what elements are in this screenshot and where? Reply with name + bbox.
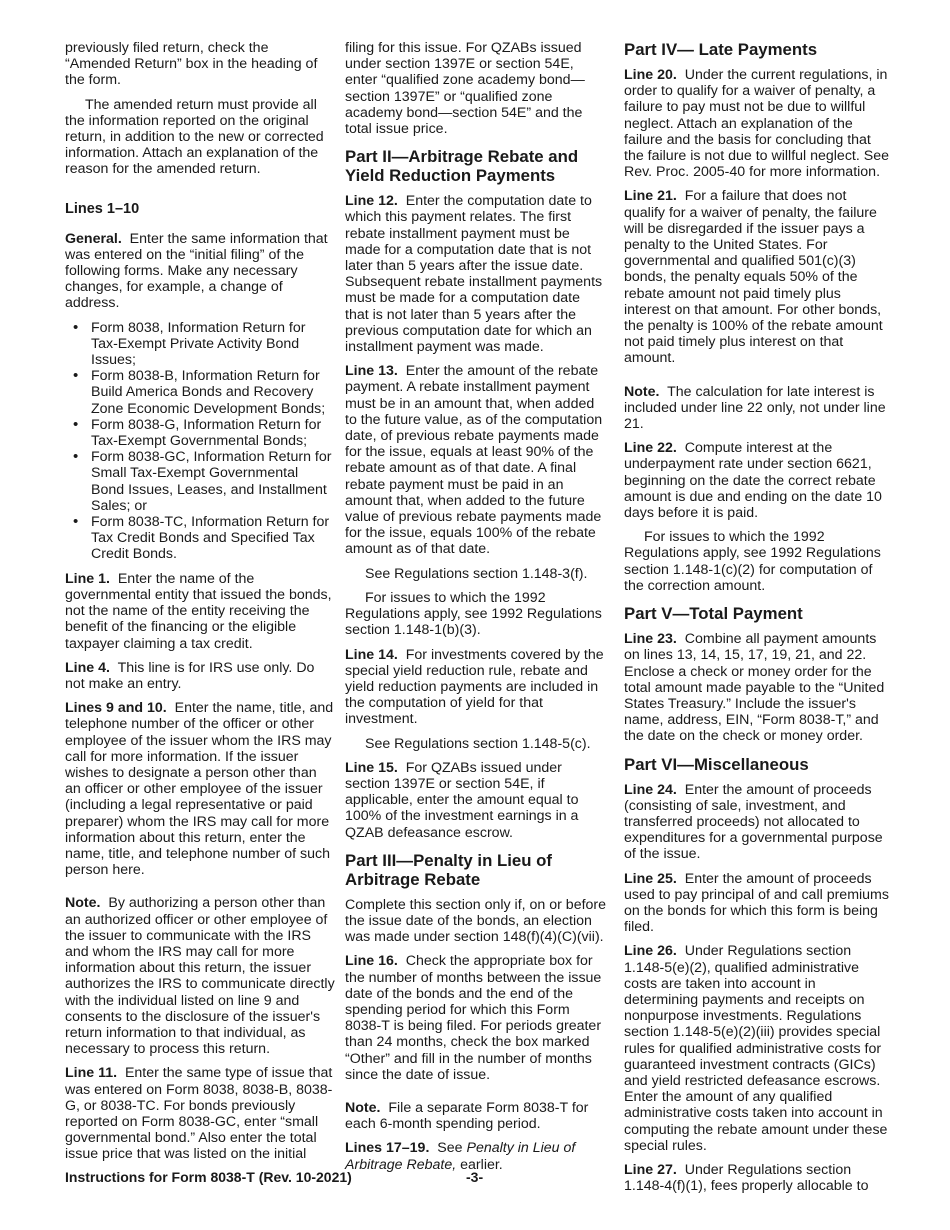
paragraph-line-13 <box>345 363 607 557</box>
paragraph-part-3-intro: Complete this section only if, on or before the issue date of the bonds, an election was made under section 148(f)(4)(C)(vii). <box>345 896 607 946</box>
paragraph-amended-check: previously filed return, check the “Amended Return” box in the heading of the form. <box>65 40 318 89</box>
paragraph-line-11 <box>65 1065 335 1162</box>
paragraph-see-regs-148-5c: See Regulations section 1.148-5(c). <box>365 735 591 752</box>
forms-bullet-list <box>65 320 335 563</box>
line-11-label: Line 11. <box>65 1065 118 1082</box>
line-13-label: Line 13. <box>345 363 398 380</box>
line-20-label: Line 20. <box>624 67 677 83</box>
line-1-text: Enter the name of the governmental entity that issued the bonds, not the name of the entity receiving the benefit of the financing or the eligible taxpayer claiming a tax credit. <box>65 570 332 652</box>
paragraph-line-25 <box>624 871 890 936</box>
list-item: • Form 8038, Information Return for Tax-Exempt Private Activity Bond Issues; <box>65 320 335 369</box>
line-21-text: For a failure that does not qualify for a waiver of penalty, the failure will be disregarded if the issuer pays a penalty to the United States. For governmental and qualified 501(c)(3) bonds, the penalty equals 50% of the rebate amount not paid timely plus interest on that amount. For other bonds, the penalty is 100% of the rebate amount not paid timely plus interest on that amount. <box>624 188 883 367</box>
paragraph-line-24 <box>624 782 890 863</box>
paragraph-general <box>65 231 335 312</box>
note-label: Note. <box>624 383 660 400</box>
paragraph-line-15 <box>345 760 607 841</box>
paragraph-lines-9-10 <box>65 700 335 878</box>
general-text: Enter the same information that was entered on the “initial filing” of the following forms. Make any necessary changes, for example, a change of address. <box>65 230 328 312</box>
paragraph-amended-return: The amended return must provide all the information reported on the original return, in addition to the new or corrected information. Attach an explanation of the reason for the amended return. <box>65 96 324 178</box>
line-13-text: Enter the amount of the rebate payment. A rebate installment payment must be in an amount that, when added to the future value, as of the computation date, of previous rebate payments made for the issue, equals at least 90% of the rebate amount as of that date. A final rebate payment must be paid in an amount that, when added to the future value of previous rebate payments made for the issue, equals 100% of the rebate amount as of that date. <box>345 363 603 558</box>
footer-page-number: -3- <box>466 1169 484 1185</box>
line-14-text: For investments covered by the special yield reduction rule, rebate and yield reduction payments are included in the computation of yield for that investment. <box>345 646 604 728</box>
column-right <box>624 40 890 1202</box>
paragraph-note-authorization <box>65 895 335 1057</box>
lines-9-10-text: Enter the name, title, and telephone number of the officer or other employee of the issuer whom the IRS may call for more information. If the issuer wishes to designate a person other than an officer or other employee of the issuer (including a legal representative or paid preparer) whom the IRS may call for more information about this return, enter the name, title, and telephone number of such person here. <box>65 700 334 879</box>
paragraph-line-12 <box>345 193 607 355</box>
heading-part-6: Part VI—Miscellaneous <box>624 754 809 774</box>
column-middle <box>345 40 607 1181</box>
paragraph-1992-regs-a: For issues to which the 1992 Regulations apply, see 1992 Regulations section 1.148-1(b)(3). <box>345 589 602 639</box>
line-27-label: Line 27. <box>624 1161 677 1178</box>
note-text: The calculation for late interest is included under line 22 only, not under line 21. <box>624 383 886 433</box>
paragraph-line-23 <box>624 631 890 744</box>
paragraph-see-regs-148-3f: See Regulations section 1.148-3(f). <box>365 565 588 582</box>
paragraph-line-14 <box>345 647 607 728</box>
lines-17-19-reference: Penalty in Lieu of Arbitrage Rebate, <box>345 1140 576 1173</box>
line-4-text: This line is for IRS use only. Do not make an entry. <box>65 659 315 692</box>
line-24-label: Line 24. <box>624 781 677 798</box>
heading-part-4: Part IV— Late Payments <box>624 40 818 59</box>
paragraph-note-spending <box>345 1100 607 1132</box>
line-21-label: Line 21. <box>624 188 677 205</box>
heading-part-3: Part III—Penalty in Lieu of Arbitrage Rebate <box>345 850 553 889</box>
paragraph-line-1 <box>65 571 335 652</box>
paragraph-line-22 <box>624 440 890 521</box>
heading-part-2: Part II—Arbitrage Rebate and Yield Reduction Payments <box>345 147 579 186</box>
line-23-text: Combine all payment amounts on lines 13, 14, 15, 17, 19, 21, and 22. Enclose a check or money order for the total amount made payable to the “United States Treasury.” Include the issuer's name, address, EIN, “Form 8038-T,” and the date on the check or money order. <box>624 631 885 745</box>
note-label: Note. <box>65 895 101 912</box>
paragraph-note-late-interest <box>624 384 890 433</box>
paragraph-line-21 <box>624 188 890 366</box>
heading-part-5: Part V—Total Payment <box>624 604 803 624</box>
lines-9-10-label: Lines 9 and 10. <box>65 700 167 717</box>
list-item: • Form 8038-TC, Information Return for Tax Credit Bonds and Specified Tax Credit Bonds. <box>65 514 335 563</box>
line-4-label: Line 4. <box>65 659 110 676</box>
line-12-label: Line 12. <box>345 193 398 210</box>
line-25-text: Enter the amount of proceeds used to pay principal of and call premiums on the bonds for which this form is being filed. <box>624 870 889 936</box>
lines-17-19-pre: See <box>437 1140 463 1157</box>
list-item: • Form 8038-G, Information Return for Tax-Exempt Governmental Bonds; <box>65 417 335 449</box>
paragraph-line-20 <box>624 67 890 180</box>
line-14-label: Line 14. <box>345 646 398 663</box>
paragraph-lines-17-19 <box>345 1140 607 1172</box>
paragraph-line-11-cont: filing for this issue. For QZABs issued under section 1397E or section 54E, enter “qualified zone academy bond—section 1397E” or “qualified zone academy bond—section 54E” and the total issue price. <box>345 40 585 138</box>
line-1-label: Line 1. <box>65 570 110 587</box>
line-11-text: Enter the same type of issue that was entered on Form 8038, 8038-B, 8038-G, or 8038-TC. For bonds previously reported on Form 8038-GC, enter “small governmental bond.” Also enter the total issue price that was listed on the initial <box>65 1065 333 1163</box>
paragraph-line-4 <box>65 660 335 692</box>
line-27-text: Under Regulations section 1.148-4(f)(1), fees properly allocable to <box>624 1161 869 1195</box>
paragraph-line-26 <box>624 943 890 1154</box>
line-16-label: Line 16. <box>345 953 398 970</box>
paragraph-1992-regs-b: For issues to which the 1992 Regulations apply, see 1992 Regulations section 1.148-1(c)(2) for computation of the correction amount. <box>624 529 881 594</box>
heading-lines-1-10: Lines 1–10 <box>65 200 140 217</box>
line-26-text: Under Regulations section 1.148-5(e)(2), qualified administrative costs are taken into account in determining payments and receipts on nonpurpose investments. Regulations section 1.148-5(e)(2)(iii) provides special rules for qualified administrative costs for guaranteed investment contracts (GICs) and yield restricted defeasance escrows. Enter the amount of any qualified administrative costs taken into account in computing the rebate amount under these special rules. <box>624 943 888 1154</box>
line-12-text: Enter the computation date to which this payment relates. The first rebate installment payment must be made for a computation date that is not later than 5 years after the issue date. Subsequent rebate installment payments must be made for a computation date that is not later than 5 years after the previous computation date for which an installment payment was made. <box>345 193 603 356</box>
note-label: Note. <box>345 1099 381 1116</box>
line-20-text: Under the current regulations, in order to qualify for a waiver of penalty, a failure to pay must not be due to willful neglect. Attach an explanation of the failure and the basis for concluding that the failure is not due to willful neglect. See Rev. Proc. 2005-40 for more information. <box>624 67 889 181</box>
line-15-label: Line 15. <box>345 759 398 776</box>
lines-17-19-post: earlier. <box>460 1156 503 1173</box>
note-text: File a separate Form 8038-T for each 6-month spending period. <box>345 1099 589 1133</box>
list-item: • Form 8038-B, Information Return for Build America Bonds and Recovery Zone Economic Development Bonds; <box>65 368 335 417</box>
line-22-label: Line 22. <box>624 440 677 457</box>
lines-17-19-label: Lines 17–19. <box>345 1140 430 1157</box>
line-24-text: Enter the amount of proceeds (consisting of sale, investment, and transferred proceeds) not allocated to expenditures for a governmental purpose of the issue. <box>624 781 883 863</box>
line-26-label: Line 26. <box>624 943 677 960</box>
column-left <box>65 40 335 1171</box>
footer-form-title: Instructions for Form 8038-T (Rev. 10-2021) <box>65 1169 352 1185</box>
line-22-text: Compute interest at the underpayment rate under section 6621, beginning on the date the correct rebate amount is due and ending on the date 10 days before it is paid. <box>624 440 882 522</box>
note-text: By authorizing a person other than an authorized officer or other employee of the issuer to communicate with the IRS and whom the IRS may call for more information about this return, the issuer authorizes the IRS to communicate directly with the individual listed on line 9 and consents to the disclosure of the issuer's return information to that individual, as necessary to process this return. <box>65 895 335 1058</box>
line-23-label: Line 23. <box>624 631 677 648</box>
paragraph-line-27 <box>624 1162 890 1194</box>
line-15-text: For QZABs issued under section 1397E or section 54E, if applicable, enter the amount equal to 100% of the investment earnings in a QZAB defeasance escrow. <box>345 759 579 841</box>
paragraph-line-16 <box>345 953 607 1083</box>
general-label: General. <box>65 230 122 247</box>
list-item: • Form 8038-GC, Information Return for Small Tax-Exempt Governmental Bond Issues, Leases, and Installment Sales; or <box>65 449 335 514</box>
line-16-text: Check the appropriate box for the number of months between the issue date of the bonds and the end of the spending period for which this Form 8038-T is being filed. For periods greater than 24 months, check the box marked “Other” and fill in the number of months since the date of issue. <box>345 953 602 1083</box>
line-25-label: Line 25. <box>624 870 677 887</box>
